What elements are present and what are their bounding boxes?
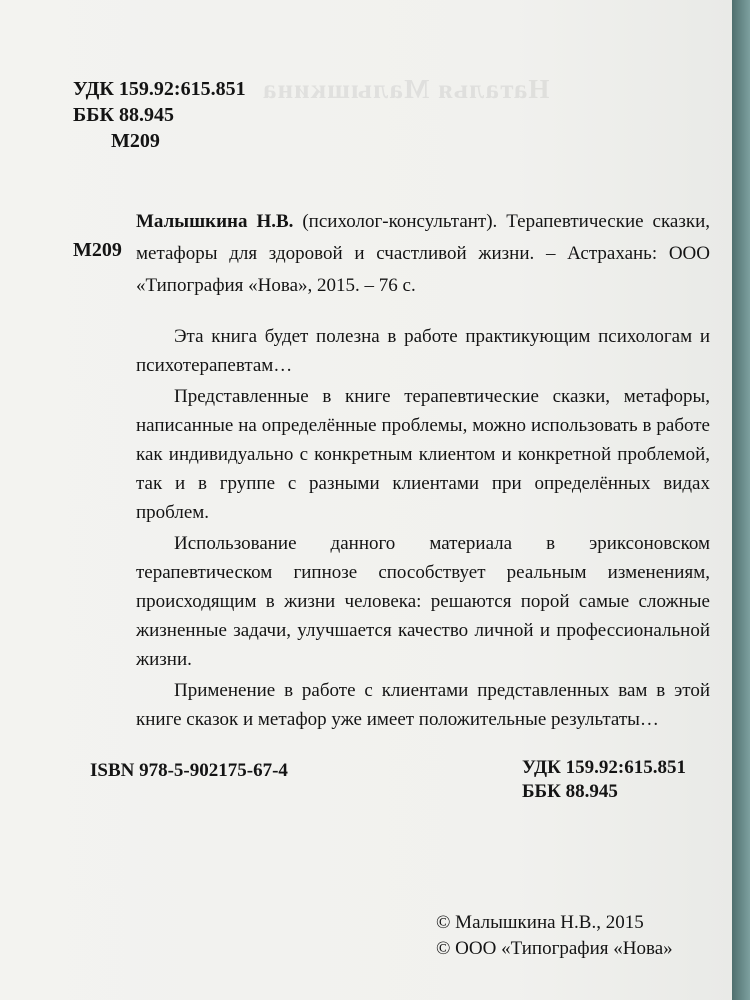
author-name: Малышкина Н.В. [136,211,294,232]
annotation-paragraph: Эта книга будет полезна в работе практикующим психологам и психотерапевтам… [136,326,710,376]
udk-code: УДК 159.92:615.851 [522,757,686,778]
show-through-text: Наталья Малышкина [262,74,550,104]
author-mark: М209 [111,130,160,152]
bbk-code: ББК 88.945 [73,104,174,126]
annotation-paragraph: Представленные в книге терапевтические сказки, метафоры, написанные на определённые проблемы, можно использовать в работе как индивидуально с конкретным клиентом и конкретной проблемой, так и в группе с разными клиентами при определённых видах проблем. [136,386,710,523]
annotation [136,322,710,736]
udk-code: УДК 159.92:615.851 [73,78,246,100]
bbk-code: ББК 88.945 [522,781,618,802]
copyright-line: © ООО «Типография «Нова» [436,938,673,959]
classification-codes-top [73,76,246,154]
copyright-notice [436,910,673,962]
bibliographic-record [136,206,710,302]
classification-codes-bottom [522,756,686,804]
book-cover-edge [732,0,750,1000]
bibliographic-author-mark: М209 [73,239,122,261]
bibliographic-description: (психолог-консультант). Терапевтические сказки, метафоры для здоровой и счастливой жизни. – Астрахань: ООО «Типография «Нова», 2015. – 76 с. [136,211,710,296]
isbn: ISBN 978-5-902175-67-4 [90,760,288,781]
copyright-line: © Малышкина Н.В., 2015 [436,912,644,933]
annotation-paragraph: Использование данного материала в эриксоновском терапевтическом гипнозе способствует реальным изменениям, происходящим в жизни человека: решаются порой самые сложные жизненные задачи, улучшается качество личной и профессиональной жизни. [136,533,710,670]
annotation-paragraph: Применение в работе с клиентами представленных вам в этой книге сказок и метафор уже имеет положительные результаты… [136,680,710,730]
